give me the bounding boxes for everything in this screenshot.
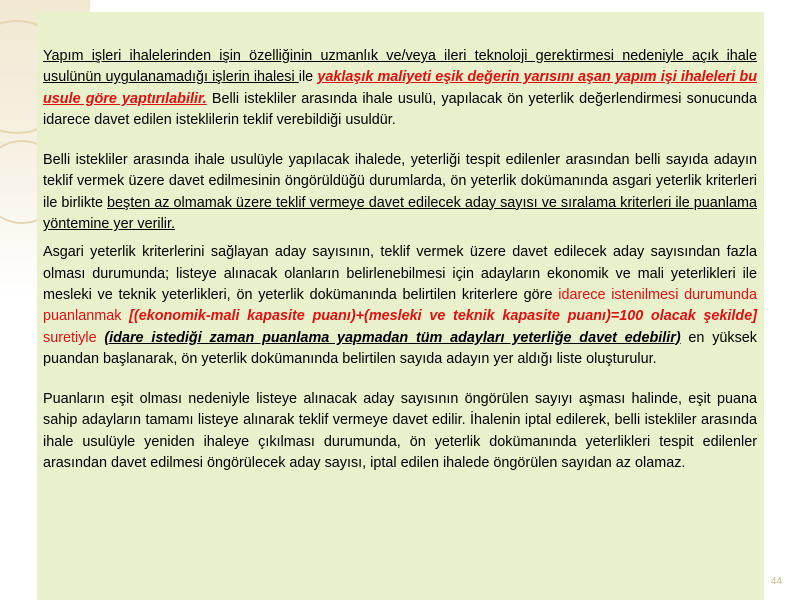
paragraph-1 <box>43 46 757 131</box>
highlighted-formula: [(ekonomik-mali kapasite puanı)+(mesleki ve teknik kapasite puanı)=100 olacak şekilde] <box>129 308 757 325</box>
slide-content <box>37 12 764 600</box>
highlighted-text: idarece istenilmesi durumunda puanlanmak <box>43 286 757 325</box>
highlighted-text: suretiyle <box>43 329 97 346</box>
text: Puanların eşit olması nedeniyle listeye alınacak aday sayısının öngörülen sayıyı aşması halinde, eşit puana sahip adayların tamamı listeye alınarak teklif vermeye davet edilir. İhalenin iptal edilerek, belli istekliler arasında ihale usulüyle yeniden ihaleye çıkılması durumunda, ön yeterlik dokümanında yeterlikleri tespit edilenler arasından davet edilmesi öngörülecek aday sayısı, iptal edilen ihalede öngörülen sayıdan az olamaz. <box>43 391 757 472</box>
paragraph-4 <box>43 389 757 474</box>
underlined-text: beşten az olmamak üzere teklif vermeye davet edilecek aday sayısı ve sıralama kriterleri ile puanlama yöntemine yer verilir. <box>43 194 757 233</box>
underlined-text: Yapım işleri ihalelerinden işin özelliğinin uzmanlık ve/veya ileri teknoloji gerektirmesi nedeniyle açık ihale usulünün uygulanamadığı işlerin ihalesi <box>43 48 757 86</box>
text: en yüksek puandan başlanarak, ön yeterlik dokümanında belirtilen sayıda adayın yer aldığı liste oluşturulur. <box>43 329 757 367</box>
text: ile <box>298 69 318 86</box>
paragraph-3 <box>43 242 757 370</box>
text: Belli istekliler arasında ihale usulüyle yapılacak ihalede, yeterliği tespit edilenler arasından belli sayıda adayın teklif vermek üzere davet edilmesinin öngörüldüğü durumlarda, ön yeterlik dokümanında asgari yeterlik kriterleri ile birlikte <box>43 152 757 211</box>
page-number: 44 <box>770 576 782 587</box>
text: Asgari yeterlik kriterlerini sağlayan aday sayısının, teklif vermek üzere davet edilecek aday sayısından fazla olması durumunda; listeye alınacak olanların belirlenebilmesi için adayların ekonomik ve mali yeterlikleri ile mesleki ve teknik yeterlikleri, ön yeterlik dokümanında belirtilen kriterlere göre <box>43 244 757 303</box>
highlighted-text: yaklaşık maliyeti eşik değerin yarısını aşan yapım işi ihaleleri bu usule göre yaptırılabilir. <box>43 69 757 107</box>
paragraph-2 <box>43 150 757 235</box>
underlined-note: (idare istediği zaman puanlama yapmadan tüm adayları yeterliğe davet edebilir) <box>104 329 681 346</box>
text: Belli istekliler arasında ihale usulü, yapılacak ön yeterlik değerlendirmesi sonucunda idarece davet edilen isteklilerin teklif verebildiği usuldür. <box>43 90 757 128</box>
